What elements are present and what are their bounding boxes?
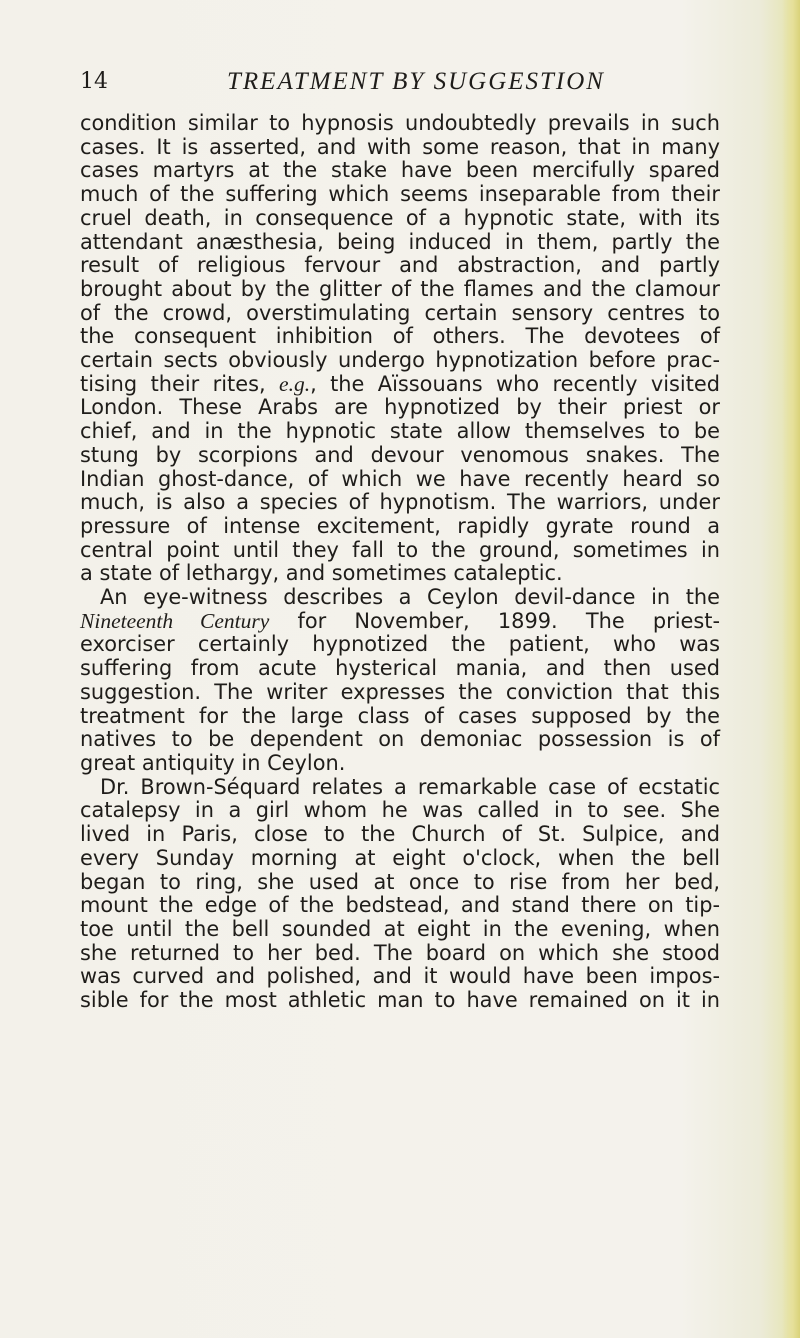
text-line: suggestion. The writer expresses the conviction that this	[80, 679, 720, 704]
text-line: great antiquity in Ceylon.	[80, 750, 346, 775]
text-line: of the crowd, overstimulating certain sensory centres to	[80, 300, 720, 325]
text-line: the consequent inhibition of others. The devotees of	[80, 324, 720, 349]
text-line: central point until they fall to the ground, sometimes in	[80, 537, 720, 562]
text-line: much of the suffering which seems inseparable from their	[80, 182, 720, 207]
body-text	[80, 112, 720, 1013]
text-line: began to ring, she used at once to rise from her bed,	[80, 869, 720, 894]
text-line: catalepsy in a girl whom he was called in to see. She	[80, 798, 720, 823]
text-line: natives to be dependent on demoniac possession is of	[80, 727, 720, 752]
text-line: brought about by the glitter of the flames and the clamour	[80, 276, 720, 301]
text-line: cruel death, in consequence of a hypnotic state, with its	[80, 205, 720, 230]
text-line: Dr. Brown-Séquard relates a remarkable case of ecstatic	[100, 774, 720, 799]
text-line: result of religious fervour and abstraction, and partly	[80, 253, 720, 278]
text-line	[80, 373, 720, 397]
text-line: toe until the bell sounded at eight in the evening, when	[80, 916, 720, 941]
text-line: cases martyrs at the stake have been mercifully spared	[80, 158, 720, 183]
text-line: treatment for the large class of cases supposed by the	[80, 703, 720, 728]
text-line: certain sects obviously undergo hypnotization before prac-	[80, 348, 720, 373]
page-number: 14	[80, 69, 108, 94]
text-line: attendant anæsthesia, being induced in them, partly the	[80, 229, 720, 254]
text-line: cases. It is asserted, and with some reason, that in many	[80, 134, 720, 159]
italic-periodical-title: Nineteenth Century	[80, 608, 270, 633]
page-edge	[782, 0, 800, 1338]
running-head: TREATMENT BY SUGGESTION	[227, 68, 605, 95]
text-line: suffering from acute hysterical mania, and then used	[80, 656, 720, 681]
text-line: London. These Arabs are hypnotized by their priest or	[80, 395, 720, 420]
text-line: sible for the most athletic man to have remained on it in	[80, 988, 720, 1013]
text-line: every Sunday morning at eight o'clock, when the bell	[80, 845, 720, 870]
text-line: stung by scorpions and devour venomous snakes. The	[80, 442, 720, 467]
text-line: much, is also a species of hypnotism. The warriors, under	[80, 490, 720, 515]
page-header	[80, 64, 720, 100]
text-run: tising their rites,	[80, 371, 280, 396]
text-line: pressure of intense excitement, rapidly gyrate round a	[80, 513, 720, 538]
text-run: , the Aïssouans who recently visited	[310, 371, 720, 396]
text-line	[80, 610, 720, 634]
text-line: Indian ghost-dance, of which we have recently heard so	[80, 466, 720, 491]
text-line: she returned to her bed. The board on which she stood	[80, 940, 720, 965]
text-line: a state of lethargy, and sometimes cataleptic.	[80, 561, 563, 586]
text-line: was curved and polished, and it would have been impos-	[80, 964, 720, 989]
text-line: mount the edge of the bedstead, and stand there on tip-	[80, 893, 720, 918]
text-line: exorciser certainly hypnotized the patient, who was	[80, 632, 720, 657]
text-line: An eye-witness describes a Ceylon devil-dance in the	[100, 585, 720, 610]
text-run: for November, 1899. The priest-	[269, 608, 720, 633]
italic-abbreviation: e.g.	[279, 371, 311, 396]
text-line: lived in Paris, close to the Church of St. Sulpice, and	[80, 822, 720, 847]
text-line: condition similar to hypnosis undoubtedly prevails in such	[80, 111, 720, 135]
text-line: chief, and in the hypnotic state allow themselves to be	[80, 419, 720, 444]
